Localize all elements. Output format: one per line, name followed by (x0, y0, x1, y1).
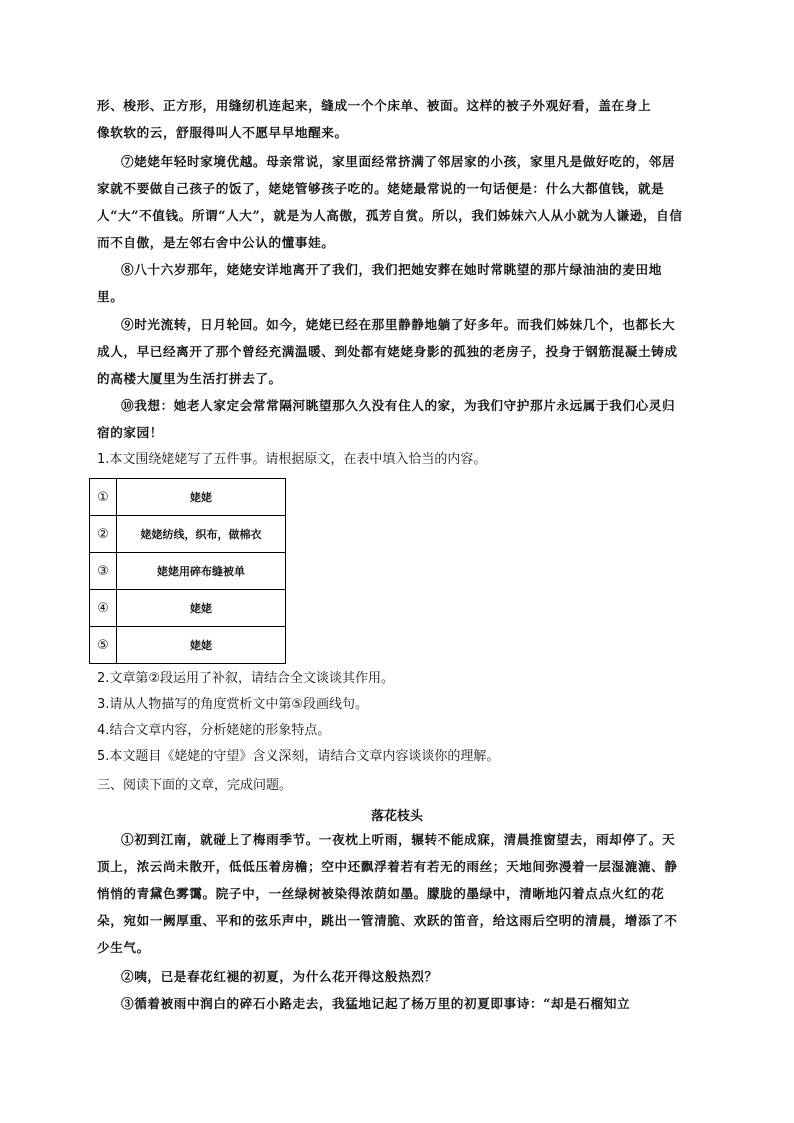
row-answer[interactable]: 姥姥用碎布缝被单 (117, 553, 286, 590)
question-4: 4.结合文章内容，分析姥姥的形象特点。 (97, 723, 331, 738)
paragraph-7: ⑦姥姥年轻时家境优越。母亲常说，家里面经常挤满了邻居家的小孩，家里凡是做好吃的，邻居家就不要做自己孩子的饭了，姥姥管够孩子吃的。姥姥最常说的一句话便是：什么大都值钱，就是人“大”不值钱。所谓“人大”，就是为人高傲，孤芳自赏。所以，我们姊妹六人从小就为人谦逊，自信而不自傲，是左邻右舍中公认的懂事娃。 (97, 154, 683, 250)
row-number: ② (90, 516, 117, 553)
table-row (90, 590, 286, 627)
table-row (90, 553, 286, 590)
paragraph-8: ⑧八十六岁那年，姥姥安详地离开了我们，我们把她安葬在她时常眺望的那片绿油油的麦田地里。 (97, 262, 662, 304)
paragraph-9: ⑨时光流转，日月轮回。如今，姥姥已经在那里静静地躺了好多年。而我们姊妹几个，也都长大成人，早已经离开了那个曾经充满温暖、到处都有姥姥身影的孤独的老房子，投身于钢筋混凝土铸成的高楼大厦里为生活打拼去了。 (97, 317, 678, 386)
table-row (90, 479, 286, 516)
table-row (90, 627, 286, 664)
row-number: ① (90, 479, 117, 516)
answer-table (89, 478, 286, 664)
question-2: 2.文章第②段运用了补叙，请结合全文谈谈其作用。 (97, 671, 395, 686)
row-number: ⑤ (90, 627, 117, 664)
paragraph-10: ⑩我想：她老人家定会常常隔河眺望那久久没有住人的家，为我们守护那片永远属于我们心灵归宿的家园！ (97, 398, 676, 440)
question-5: 5.本文题目《姥姥的守望》含义深刻，请结合文章内容谈谈你的理解。 (97, 749, 500, 764)
question-3: 3.请从人物描写的角度赏析文中第⑤段画线句。 (97, 697, 369, 712)
question-1: 1.本文围绕姥姥写了五件事。请根据原文，在表中填入恰当的内容。 (97, 452, 487, 467)
row-answer[interactable]: 姥姥纺线，织布，做棉衣 (117, 516, 286, 553)
row-answer[interactable]: 姥姥 (117, 627, 286, 664)
article-title: 落花枝头 (370, 809, 423, 824)
row-number: ④ (90, 590, 117, 627)
paragraph-intro-line2: 像软软的云，舒服得叫人不愿早早地醒来。 (97, 125, 348, 140)
row-answer[interactable]: 姥姥 (117, 590, 286, 627)
article-paragraph-1: ①初到江南，就碰上了梅雨季节。一夜枕上听雨，辗转不能成寐，清晨推窗望去，雨却停了。天顶上，浓云尚未散开，低低压着房檐；空中还飘浮着若有若无的雨丝；天地间弥漫着一层湿漉漉、静悄悄的青黛色雾霭。院子中，一丝绿树被染得浓荫如墨。朦胧的墨绿中，清晰地闪着点点火红的花朵，宛如一阙厚重、平和的弦乐声中，跳出一管清脆、欢跃的笛音，给这雨后空明的清晨，增添了不少生气。 (97, 832, 678, 955)
paragraph-intro-line1: 形、梭形、正方形，用缝纫机连起来，缝成一个个床单、被面。这样的被子外观好看，盖在身上 (97, 98, 652, 113)
article-paragraph-3: ③循着被雨中润白的碎石小路走去，我猛地记起了杨万里的初夏即事诗：“却是石榴知立 (121, 996, 631, 1011)
row-number: ③ (90, 553, 117, 590)
section-heading: 三、阅读下面的文章，完成问题。 (97, 778, 293, 793)
article-paragraph-2: ②咦，已是春花红褪的初夏，为什么花开得这般热烈？ (121, 969, 438, 984)
table-row (90, 516, 286, 553)
row-answer[interactable]: 姥姥 (117, 479, 286, 516)
